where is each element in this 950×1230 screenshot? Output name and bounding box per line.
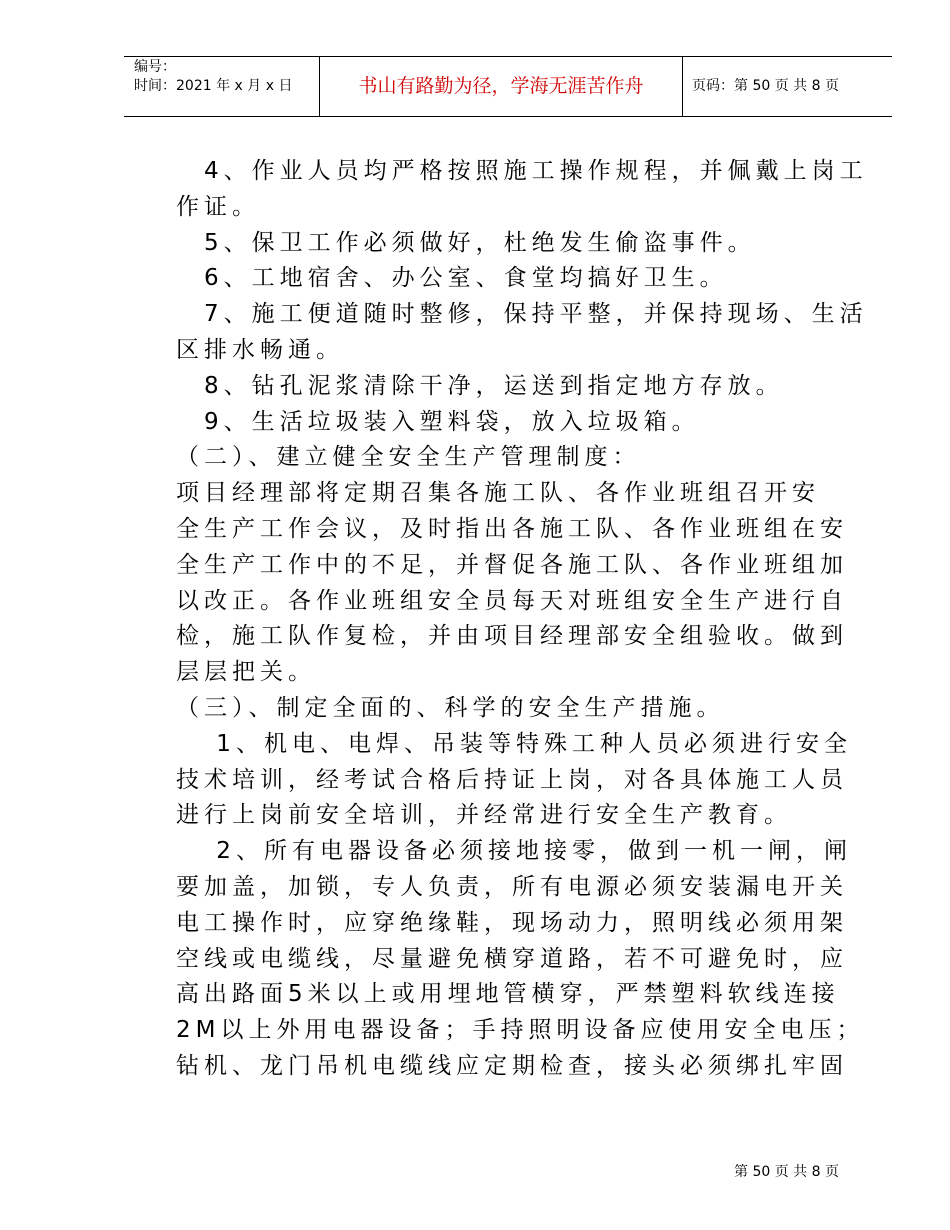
header-divider-right [682, 56, 683, 116]
header-top-rule [124, 56, 892, 57]
body-line: 全生产工作会议，及时指出各施工队、各作业班组在安 [176, 515, 848, 542]
body-line: 作证。 [176, 193, 260, 220]
body-line: 技术培训，经考试合格后持证上岗，对各具体施工人员 [176, 766, 848, 793]
body-line: 6、工地宿舍、办公室、食堂均搞好卫生。 [176, 265, 728, 292]
body-line: 8、钻孔泥浆清除干净，运送到指定地方存放。 [176, 372, 784, 399]
body-line: 区排水畅通。 [176, 336, 344, 363]
document-number-label: 编号： [134, 59, 176, 75]
body-line: 全生产工作中的不足，并督促各施工队、各作业班组加 [176, 551, 848, 578]
body-line: 5、保卫工作必须做好，杜绝发生偷盗事件。 [176, 229, 756, 256]
body-line: 电工操作时，应穿绝缘鞋，现场动力，照明线必须用架 [176, 909, 848, 936]
body-line: 钻机、龙门吊机电缆线应定期检查，接头必须绑扎牢固 [176, 1052, 848, 1079]
body-line: 以改正。各作业班组安全员每天对班组安全生产进行自 [176, 587, 848, 614]
body-line: 2、所有电器设备必须接地接零，做到一机一闸，闸 [176, 838, 852, 865]
header-bottom-rule [124, 116, 892, 117]
body-line: 空线或电缆线，尽量避免横穿道路，若不可避免时，应 [176, 945, 848, 972]
body-line: 4、作业人员均严格按照施工操作规程，并佩戴上岗工 [176, 158, 868, 184]
body-line: 要加盖，加锁，专人负责，所有电源必须安装漏电开关 [176, 873, 848, 900]
body-line: 2M以上外用电器设备；手持照明设备应使用安全电压； [176, 1017, 865, 1044]
section-heading: （三）、制定全面的、科学的安全生产措施。 [176, 694, 725, 721]
header-page-code: 页码：第 50 页 共 8 页 [692, 78, 839, 94]
document-body [176, 154, 876, 1085]
body-line: 进行上岗前安全培训，并经常进行安全生产教育。 [176, 802, 792, 829]
body-line: 1、机电、电焊、吊装等特殊工种人员必须进行安全 [176, 730, 852, 757]
body-line: 层层把关。 [176, 659, 316, 686]
body-line: 7、施工便道随时整修，保持平整，并保持现场、生活 [176, 301, 868, 328]
body-line: 9、生活垃圾装入塑料袋，放入垃圾箱。 [176, 408, 700, 435]
document-time-label: 时间：2021 年 x 月 x 日 [134, 78, 293, 94]
body-line: 项目经理部将定期召集各施工队、各作业班组召开安 [176, 480, 820, 507]
section-heading: （二）、建立健全安全生产管理制度： [176, 444, 641, 471]
body-line: 检，施工队作复检，并由项目经理部安全组验收。做到 [176, 623, 848, 650]
body-line: 高出路面5米以上或用埋地管横穿，严禁塑料软线连接 [176, 981, 840, 1008]
header-motto: 书山有路勤为径，学海无涯苦作舟 [358, 75, 644, 97]
footer-page-number: 第 50 页 共 8 页 [734, 1164, 839, 1180]
